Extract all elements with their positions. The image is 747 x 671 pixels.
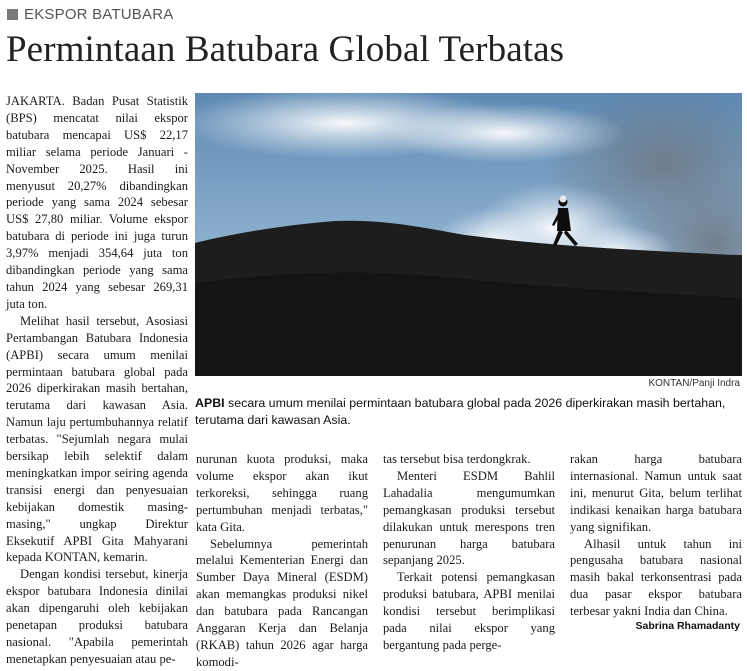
photo-caption: [195, 395, 742, 428]
article-column-1: [6, 93, 188, 668]
article-column-4: [570, 451, 742, 620]
paragraph: Sebelumnya pemerintah melalui Kementerian Energi dan Sumber Daya Mineral (ESDM) akan memangkas produksi nikel dan batubara pada Rancangan Anggaran Kerja dan Belanja (RKAB) tahun 2026 agar harga komodi-: [196, 536, 368, 669]
paragraph: JAKARTA. Badan Pusat Statistik (BPS) mencatat nilai ekspor batubara mencapai US$ 22,17 miliar selama periode Januari - November 2025. Hasil ini menyusut 20,27% dibandingkan periode yang sama 2024 sebesar US$ 27,80 miliar. Volume ekspor batubara di periode ini juga turun 3,97% menjadi 354,64 juta ton dibandingkan periode yang sama tahun 2024 yang sebesar 269,31 juta ton.: [6, 94, 188, 311]
photo-coal-pile-silhouette: [195, 93, 742, 376]
paragraph: Alhasil untuk tahun ini pengusaha batubara nasional masih bakal terkonsentrasi pada dua pasar ekspor batubara terbesar yakni India dan China.: [570, 536, 742, 619]
article-column-2: [196, 451, 368, 671]
rubric-label: EKSPOR BATUBARA: [24, 6, 174, 23]
paragraph: Terkait potensi pemangkasan produksi batubara, APBI menilai kondisi tersebut berimplikasi pada nilai ekspor yang bergantung pada perge-: [383, 570, 555, 652]
photo-credit: KONTAN/Panji Indra: [648, 378, 740, 389]
news-photo: [195, 93, 742, 376]
headline: Permintaan Batubara Global Terbatas: [6, 29, 565, 70]
byline: Sabrina Rhamadanty: [635, 620, 740, 632]
paragraph: Dengan kondisi tersebut, kinerja ekspor batubara Indonesia dinilai akan dipengaruhi oleh kebijakan penetapan produksi batubara nasional. "Apabila pemerintah menetapkan penyesuaian atau pe-: [6, 567, 188, 666]
paragraph: Melihat hasil tersebut, Asosiasi Pertambangan Batubara Indonesia (APBI) secara umum menilai permintaan batubara global pada 2026 diperkirakan masih bertahan, terutama dari kawasan Asia. Namun laju pertumbuhannya relatif terbatas. "Sejumlah negara mulai bersikap lebih selektif dalam meningkatkan impor seiring agenda transisi energi dan penyesuaian kebijakan domestik masing-masing," ungkap Direktur Eksekutif APBI Gita Mahyarani kepada KONTAN, kemarin.: [6, 313, 188, 565]
paragraph: rakan harga batubara internasional. Namun untuk saat ini, menurut Gita, belum terlihat indikasi kenaikan harga batubara yang signifikan.: [570, 452, 742, 534]
paragraph: nurunan kuota produksi, maka volume ekspor akan ikut terkoreksi, sehingga ruang pertumbuhan menjadi terbatas," kata Gita.: [196, 452, 368, 534]
caption-text: secara umum menilai permintaan batubara global pada 2026 diperkirakan masih bertahan, terutama dari kawasan Asia.: [195, 396, 726, 427]
paragraph: tas tersebut bisa terdongkrak.: [383, 452, 531, 466]
rubric-square-icon: [7, 9, 18, 20]
rubric: [7, 6, 173, 23]
paragraph: Menteri ESDM Bahlil Lahadalia mengumumkan pemangkasan produksi tersebut dilakukan untuk merespons tren penurunan harga batubara sepanjang 2025.: [383, 468, 555, 568]
caption-lead: APBI: [195, 396, 225, 410]
article-column-3: [383, 451, 555, 654]
